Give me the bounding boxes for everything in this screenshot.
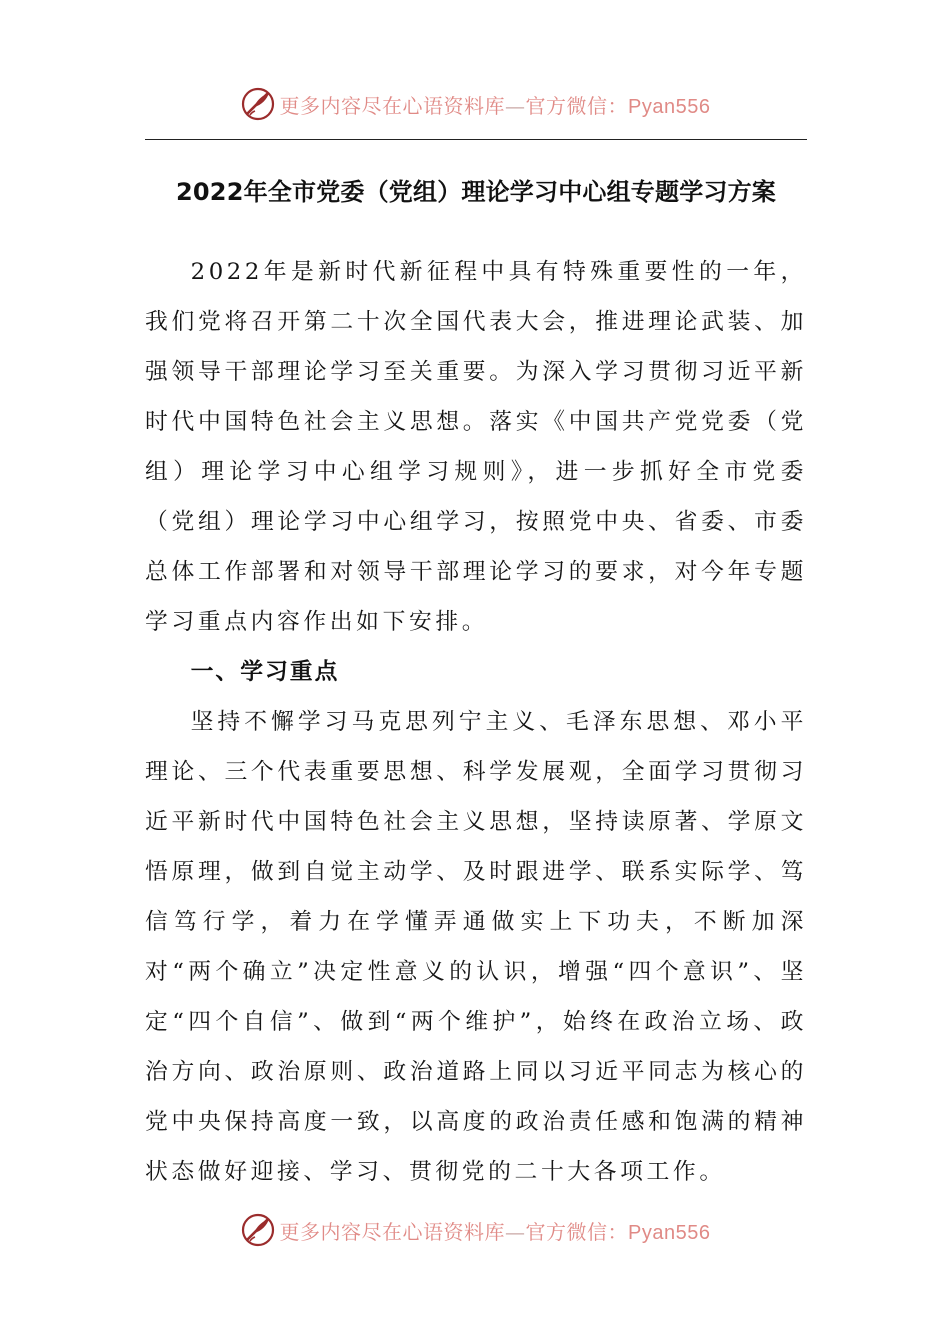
document-body [145, 247, 807, 1197]
watermark-text: 更多内容尽在心语资料库—官方微信：Pyan556 [279, 93, 711, 118]
header-divider [145, 139, 807, 140]
quill-pen-logo-icon [240, 1212, 276, 1248]
quill-pen-logo-icon [240, 86, 276, 122]
intro-paragraph: 2022年是新时代新征程中具有特殊重要性的一年，我们党将召开第二十次全国代表大会，推进理论武装、加强领导干部理论学习至关重要。为深入学习贯彻习近平新时代中国特色社会主义思想。落实《中国共产党党委（党组）理论学习中心组学习规则》，进一步抓好全市党委（党组）理论学习中心组学习，按照党中央、省委、市委总体工作部署和对领导干部理论学习的要求，对今年专题学习重点内容作出如下安排。 [145, 259, 807, 635]
footer-watermark [0, 1208, 950, 1252]
section-paragraph: 坚持不懈学习马克思列宁主义、毛泽东思想、邓小平理论、三个代表重要思想、科学发展观，全面学习贯彻习近平新时代中国特色社会主义思想，坚持读原著、学原文悟原理，做到自觉主动学、及时跟进学、联系实际学、笃信笃行学，着力在学懂弄通做实上下功夫，不断加深对“两个确立”决定性意义的认识，增强“四个意识”、坚定“四个自信”、做到“两个维护”，始终在政治立场、政治方向、政治原则、政治道路上同以习近平同志为核心的党中央保持高度一致，以高度的政治责任感和饱满的精神状态做好迎接、学习、贯彻党的二十大各项工作。 [145, 709, 807, 1185]
section-heading: 一、学习重点 [190, 659, 340, 685]
watermark-text: 更多内容尽在心语资料库—官方微信：Pyan556 [279, 1219, 711, 1244]
header-watermark [0, 82, 950, 126]
document-title: 2022年全市党委（党组）理论学习中心组专题学习方案 [176, 178, 776, 206]
